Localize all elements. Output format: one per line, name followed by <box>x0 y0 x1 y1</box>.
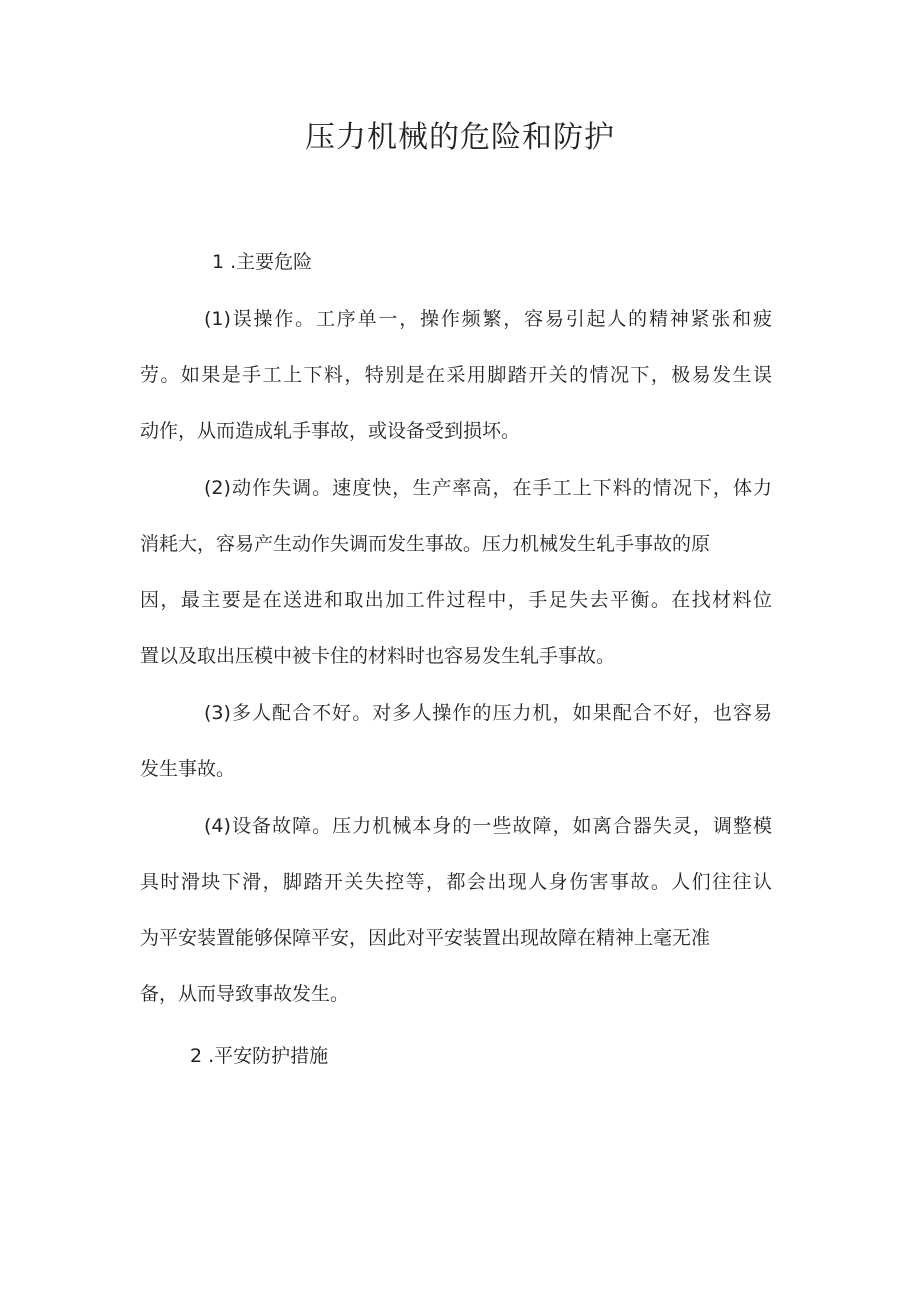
paragraph-line: (4)设备故障。压力机械本身的一些故障，如离合器失灵，调整模 <box>204 815 772 837</box>
paragraph-line: 具时滑块下滑，脚踏开关失控等，都会出现人身伤害事故。人们往往认 <box>140 871 772 893</box>
paragraph-line: 动作，从而造成轧手事故，或设备受到损坏。 <box>140 420 521 442</box>
paragraph-line: 为平安装置能够保障平安，因此对平安装置出现故障在精神上毫无准 <box>140 927 711 949</box>
section-heading-main-hazards: 1 .主要危险 <box>212 251 313 273</box>
paragraph-line: 备，从而导致事故发生。 <box>140 983 350 1005</box>
document-title: 压力机械的危险和防护 <box>305 120 615 155</box>
paragraph-line: (3)多人配合不好。对多人操作的压力机，如果配合不好，也容易 <box>204 702 772 724</box>
paragraph-line: 因，最主要是在送进和取出加工件过程中，手足失去平衡。在找材料位 <box>140 589 772 611</box>
paragraph-line: (1)误操作。工序单一，操作频繁，容易引起人的精神紧张和疲 <box>204 308 772 330</box>
paragraph-line: 消耗大，容易产生动作失调而发生事故。压力机械发生轧手事故的原 <box>140 533 711 555</box>
paragraph-line: 劳。如果是手工上下料，特别是在采用脚踏开关的情况下，极易发生误 <box>140 364 772 386</box>
paragraph-line: (2)动作失调。速度快，生产率高，在手工上下料的情况下，体力 <box>204 477 772 499</box>
paragraph-line: 发生事故。 <box>140 758 236 780</box>
section-heading-safety-measures: 2 .平安防护措施 <box>190 1045 329 1067</box>
paragraph-line: 置以及取出压模中被卡住的材料时也容易发生轧手事故。 <box>140 645 616 667</box>
